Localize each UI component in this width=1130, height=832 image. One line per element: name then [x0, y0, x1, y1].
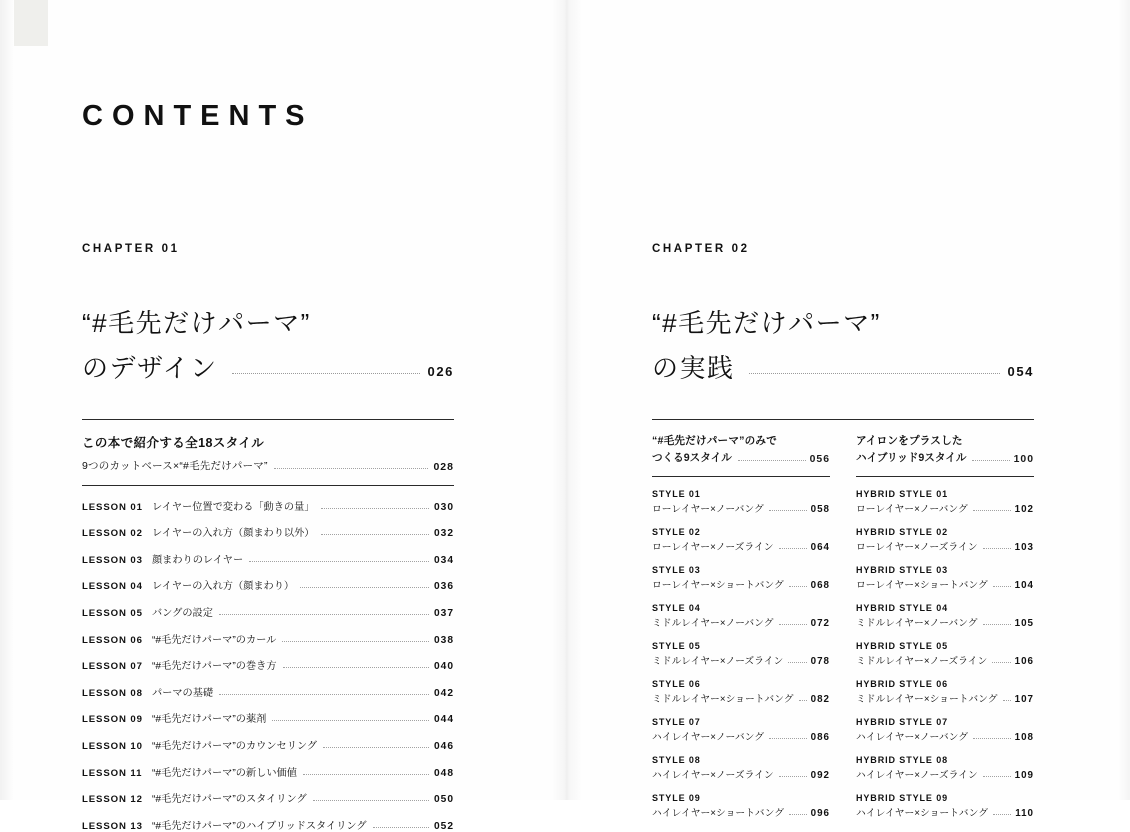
- chapter-02-title-line1: “#毛先だけパーマ”: [652, 308, 881, 338]
- style-title: ミドルレイヤー×ノーズライン: [652, 655, 784, 667]
- style-page: 086: [810, 731, 830, 743]
- lesson-page: 044: [434, 714, 454, 726]
- leader-dots: [769, 738, 807, 739]
- lesson-number: LESSON 13: [82, 820, 143, 832]
- style-name: STYLE 06: [652, 678, 701, 689]
- lesson-row[interactable]: [82, 684, 454, 699]
- style-item[interactable]: [856, 565, 1034, 591]
- leader-dots: [749, 373, 1000, 374]
- lesson-page: 046: [434, 741, 454, 753]
- style-title: ローレイヤー×ショートバング: [856, 579, 988, 591]
- lesson-row[interactable]: [82, 817, 454, 832]
- lesson-page: 037: [434, 608, 454, 620]
- leader-dots: [738, 460, 806, 461]
- lesson-page: 048: [434, 767, 454, 779]
- style-page: 064: [810, 541, 830, 553]
- style-item[interactable]: [856, 679, 1034, 705]
- leader-dots: [972, 460, 1009, 461]
- lesson-title: パーマの基礎: [152, 687, 214, 699]
- leader-dots: [282, 641, 429, 642]
- chapter-02-title-line2-row: [652, 348, 1034, 385]
- leader-dots: [983, 548, 1011, 549]
- style-item[interactable]: [856, 489, 1034, 515]
- leader-dots: [232, 373, 420, 374]
- divider-column: [652, 476, 830, 477]
- style-title: ハイレイヤー×ノーバング: [652, 731, 765, 743]
- lesson-page: 040: [434, 661, 454, 673]
- style-page: 082: [810, 693, 830, 705]
- column-heading-page: 056: [809, 453, 830, 465]
- lesson-number: LESSON 09: [82, 714, 143, 726]
- leader-dots: [274, 468, 429, 469]
- style-item[interactable]: [856, 641, 1034, 667]
- leader-dots: [993, 586, 1011, 587]
- leader-dots: [249, 561, 429, 562]
- leader-dots: [983, 624, 1011, 625]
- lesson-row[interactable]: [82, 631, 454, 646]
- chapter-01-block: [82, 243, 454, 832]
- column-heading-line2: つくる9スタイル: [652, 451, 732, 464]
- chapter-02-block: [652, 243, 1034, 819]
- lesson-number: LESSON 08: [82, 687, 143, 699]
- section-sub-page: 028: [433, 461, 454, 474]
- column-heading-line2-row: [652, 450, 830, 465]
- style-name: HYBRID STYLE 03: [856, 564, 949, 575]
- lesson-page: 036: [434, 581, 454, 593]
- style-name: STYLE 03: [652, 564, 701, 575]
- style-title: ミドルレイヤー×ノーズライン: [856, 655, 988, 667]
- chapter-01-title-line1: “#毛先だけパーマ”: [82, 308, 311, 338]
- style-title: ローレイヤー×ノーバング: [856, 503, 968, 515]
- style-item[interactable]: [652, 489, 830, 515]
- leader-dots: [1003, 700, 1011, 701]
- style-name: HYBRID STYLE 06: [856, 678, 949, 689]
- leader-dots: [303, 774, 429, 775]
- style-title: ミドルレイヤー×ショートバング: [856, 693, 998, 705]
- style-name: STYLE 08: [652, 754, 701, 765]
- lesson-title: バングの設定: [152, 608, 213, 620]
- column-heading-line1: アイロンをプラスした: [856, 435, 963, 448]
- lesson-title: “#毛先だけパーマ”のハイブリッドスタイリング: [152, 820, 367, 832]
- leader-dots: [769, 510, 807, 511]
- leader-dots: [321, 534, 430, 535]
- style-page: 106: [1014, 655, 1034, 667]
- style-name: HYBRID STYLE 04: [856, 602, 949, 613]
- lesson-row[interactable]: [82, 737, 454, 752]
- chapter-02-title-line2: の実践: [652, 353, 735, 384]
- style-title: ローレイヤー×ノーズライン: [652, 541, 774, 553]
- style-name: HYBRID STYLE 08: [856, 754, 949, 765]
- style-title: ローレイヤー×ノーバング: [652, 503, 764, 515]
- lesson-row[interactable]: [82, 604, 454, 619]
- leader-dots: [788, 662, 806, 663]
- lesson-list: [82, 498, 454, 832]
- style-title: ハイレイヤー×ショートバング: [856, 807, 989, 819]
- lesson-title: 顔まわりのレイヤー: [152, 554, 244, 566]
- lesson-page: 042: [434, 687, 454, 699]
- leader-dots: [973, 510, 1011, 511]
- lesson-title: “#毛先だけパーマ”の薬剤: [152, 714, 267, 726]
- lesson-row[interactable]: [82, 524, 454, 539]
- style-name: STYLE 02: [652, 526, 701, 537]
- style-page: 096: [810, 807, 830, 819]
- chapter-02-label: CHAPTER 02: [652, 243, 750, 255]
- style-page: 105: [1014, 617, 1034, 629]
- style-page: 109: [1014, 769, 1034, 781]
- section-sub-row: [82, 458, 454, 473]
- leader-dots: [973, 738, 1011, 739]
- style-title: ミドルレイヤー×ショートバング: [652, 693, 794, 705]
- lesson-title: レイヤー位置で変わる「動きの量」: [152, 501, 315, 513]
- lesson-row[interactable]: [82, 577, 454, 592]
- style-item[interactable]: [856, 717, 1034, 743]
- style-name: STYLE 07: [652, 716, 701, 727]
- style-item[interactable]: [652, 717, 830, 743]
- leader-dots: [779, 776, 807, 777]
- column-heading-line2-row: [856, 450, 1034, 465]
- lesson-row[interactable]: [82, 790, 454, 805]
- leader-dots: [219, 614, 429, 615]
- lesson-row[interactable]: [82, 764, 454, 779]
- lesson-number: LESSON 11: [82, 767, 143, 779]
- chapter-01-title-line2-row: [82, 348, 454, 385]
- style-page: 103: [1014, 541, 1034, 553]
- style-item[interactable]: [652, 565, 830, 591]
- lesson-title: レイヤーの入れ方（顔まわり）: [152, 581, 295, 593]
- leader-dots: [323, 747, 429, 748]
- lesson-title: “#毛先だけパーマ”の新しい価値: [152, 767, 297, 779]
- style-item[interactable]: [652, 641, 830, 667]
- style-name: STYLE 04: [652, 602, 701, 613]
- lesson-number: LESSON 06: [82, 634, 143, 646]
- lesson-page: 034: [434, 554, 454, 566]
- style-columns: [652, 433, 1034, 818]
- style-item[interactable]: [652, 603, 830, 629]
- chapter-01-label: CHAPTER 01: [82, 243, 180, 255]
- lesson-page: 050: [434, 794, 454, 806]
- lesson-page: 030: [434, 501, 454, 513]
- style-page: 104: [1014, 579, 1034, 591]
- style-item[interactable]: [652, 793, 830, 819]
- leader-dots: [789, 586, 807, 587]
- section-sub-text: 9つのカットベース×“#毛先だけパーマ”: [82, 460, 268, 473]
- divider-bottom: [82, 485, 454, 486]
- lesson-number: LESSON 01: [82, 501, 143, 513]
- leader-dots: [983, 776, 1011, 777]
- style-name: STYLE 01: [652, 488, 701, 499]
- leader-dots: [789, 814, 807, 815]
- style-name: HYBRID STYLE 09: [856, 792, 949, 803]
- leader-dots: [219, 694, 429, 695]
- lesson-row[interactable]: [82, 551, 454, 566]
- style-page: 107: [1014, 693, 1034, 705]
- column-heading-page: 100: [1013, 453, 1034, 465]
- style-name: HYBRID STYLE 02: [856, 526, 949, 537]
- style-item[interactable]: [856, 527, 1034, 553]
- lesson-number: LESSON 03: [82, 554, 143, 566]
- lesson-number: LESSON 04: [82, 581, 143, 593]
- lesson-title: “#毛先だけパーマ”の巻き方: [152, 661, 277, 673]
- lesson-number: LESSON 05: [82, 608, 143, 620]
- column-heading-line1: “#毛先だけパーマ”のみで: [652, 435, 778, 448]
- style-page: 058: [810, 503, 830, 515]
- style-page: 108: [1014, 731, 1034, 743]
- style-item[interactable]: [652, 755, 830, 781]
- section-heading: この本で紹介する全18スタイル: [82, 436, 265, 451]
- style-title: ローレイヤー×ノーズライン: [856, 541, 978, 553]
- lesson-row[interactable]: [82, 710, 454, 725]
- lesson-row[interactable]: [82, 657, 454, 672]
- style-title: ハイレイヤー×ノーズライン: [652, 769, 774, 781]
- style-page: 092: [810, 769, 830, 781]
- style-name: STYLE 09: [652, 792, 701, 803]
- leader-dots: [283, 667, 429, 668]
- style-title: ローレイヤー×ショートバング: [652, 579, 784, 591]
- lesson-number: LESSON 07: [82, 661, 143, 673]
- lesson-title: “#毛先だけパーマ”のカウンセリング: [152, 741, 318, 753]
- style-name: HYBRID STYLE 01: [856, 488, 949, 499]
- lesson-row[interactable]: [82, 498, 454, 513]
- column-heading-line2: ハイブリッド9スタイル: [856, 451, 967, 464]
- lesson-page: 038: [434, 634, 454, 646]
- style-item[interactable]: [652, 527, 830, 553]
- style-title: ハイレイヤー×ノーズライン: [856, 769, 978, 781]
- lesson-number: LESSON 12: [82, 794, 143, 806]
- lesson-number: LESSON 10: [82, 741, 143, 753]
- leader-dots: [300, 587, 429, 588]
- style-title: ハイレイヤー×ノーバング: [856, 731, 969, 743]
- chapter-01-page: 026: [427, 364, 454, 380]
- style-page: 068: [810, 579, 830, 591]
- divider-column: [856, 476, 1034, 477]
- style-page: 102: [1014, 503, 1034, 515]
- leader-dots: [373, 827, 429, 828]
- style-title: ミドルレイヤー×ノーバング: [856, 617, 978, 629]
- lesson-title: “#毛先だけパーマ”のスタイリング: [152, 794, 307, 806]
- style-item[interactable]: [652, 679, 830, 705]
- style-name: STYLE 05: [652, 640, 701, 651]
- leader-dots: [321, 508, 430, 509]
- leader-dots: [779, 624, 807, 625]
- style-page: 110: [1015, 807, 1034, 819]
- lesson-page: 052: [434, 820, 454, 832]
- leader-dots: [992, 662, 1010, 663]
- style-name: HYBRID STYLE 05: [856, 640, 949, 651]
- chapter-01-title-line2: のデザイン: [82, 353, 218, 384]
- leader-dots: [313, 800, 429, 801]
- contents-heading: CONTENTS: [82, 100, 314, 132]
- style-title: ハイレイヤー×ショートバング: [652, 807, 785, 819]
- lesson-title: “#毛先だけパーマ”のカール: [152, 634, 277, 646]
- style-column-hybrid: [856, 433, 1034, 818]
- style-item[interactable]: [856, 603, 1034, 629]
- lesson-number: LESSON 02: [82, 528, 143, 540]
- style-item[interactable]: [856, 793, 1034, 819]
- style-name: HYBRID STYLE 07: [856, 716, 949, 727]
- leader-dots: [779, 548, 807, 549]
- leader-dots: [799, 700, 807, 701]
- leader-dots: [272, 720, 429, 721]
- chapter-02-page: 054: [1007, 364, 1034, 380]
- style-column-basic: [652, 433, 830, 818]
- leader-dots: [993, 814, 1011, 815]
- style-title: ミドルレイヤー×ノーバング: [652, 617, 774, 629]
- style-item[interactable]: [856, 755, 1034, 781]
- style-page: 072: [810, 617, 830, 629]
- lesson-page: 032: [434, 528, 454, 540]
- style-page: 078: [810, 655, 830, 667]
- lesson-title: レイヤーの入れ方（顔まわり以外）: [152, 528, 315, 540]
